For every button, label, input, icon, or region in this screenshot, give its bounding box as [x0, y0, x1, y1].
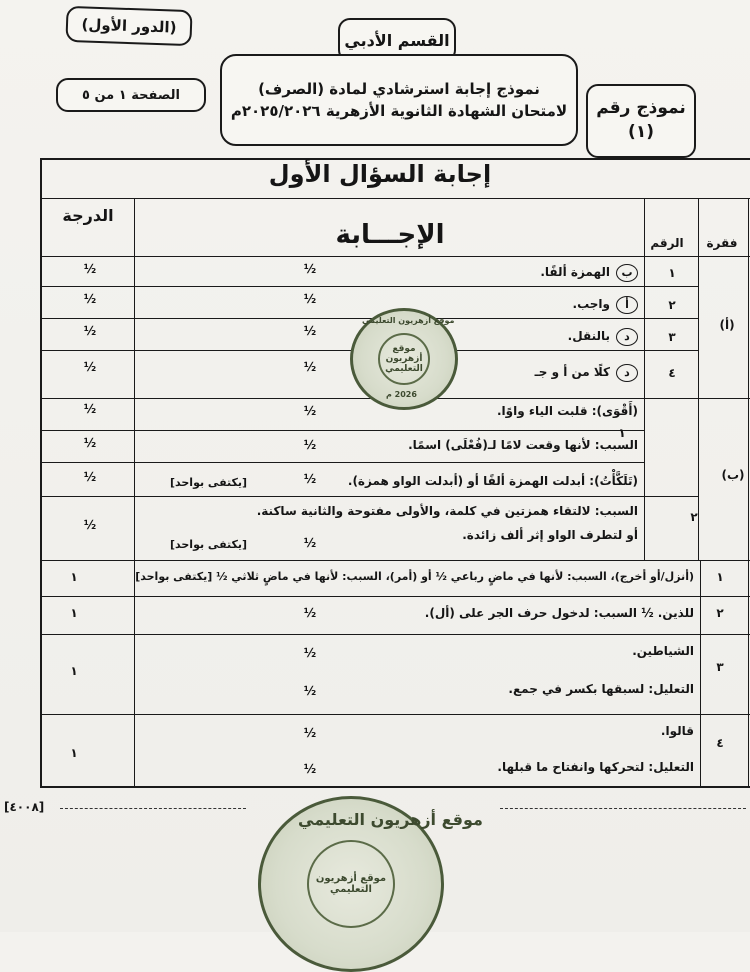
part-column-header: فقرة [706, 236, 738, 250]
section-label: القسم الأدبي [344, 30, 450, 50]
grade-c3: ١ [70, 664, 78, 678]
answer-a4: دكلًا من أ و جـ [535, 364, 638, 382]
mark-b4: ½ [303, 536, 317, 550]
page-number-box [56, 78, 206, 112]
answer-c1: (أنزل/أو أخرج)، السبب: لأنها في ماضٍ رباعي ½ أو (أمر)، السبب: لأنها في ماضٍ ثلاثي ½ [يكتفى بواحد] [135, 570, 694, 583]
note-one-suffices: [يكتفى بواحد] [170, 476, 248, 489]
model-number: (١) [628, 122, 654, 142]
grade-a4: ½ [83, 360, 97, 374]
part-a-label: (أ) [719, 318, 735, 332]
mark-a4: ½ [303, 360, 317, 374]
grade-b3: ½ [83, 470, 97, 484]
answer-a1: بالهمزة ألفًا. [540, 264, 638, 282]
grade-b2: ½ [83, 436, 97, 450]
mark-b2: ½ [303, 438, 317, 452]
answer-a2: أواجب. [573, 296, 638, 314]
answer-c3-line2: التعليل: لسبقها بكسر في جمع. [508, 682, 694, 696]
number-a2: ٢ [668, 298, 676, 312]
exam-title-box [220, 54, 578, 146]
grade-column-header: الدرجة [62, 206, 114, 225]
mark-c2: ½ [303, 606, 317, 620]
answer-b2-line1: السبب: لالتقاء همزتين في كلمة، والأولى مفتوحة والثانية ساكنة. [256, 504, 638, 518]
answer-a3: دبالنقل. [568, 328, 638, 346]
grade-c4: ١ [70, 746, 78, 760]
grade-b1: ½ [83, 402, 97, 416]
grade-c1: ١ [70, 570, 78, 584]
mark-a1: ½ [303, 262, 317, 276]
number-a1: ١ [668, 266, 676, 280]
grade-a1: ½ [83, 262, 97, 276]
grade-a2: ½ [83, 292, 97, 306]
number-b2: ٢ [690, 510, 698, 524]
answer-column-header: الإجـــابة [335, 220, 445, 250]
stamp-ring-text: موقع أزهريون التعليمي [362, 316, 455, 325]
choice-circle: د [616, 328, 638, 346]
mark-c3b: ½ [303, 684, 317, 698]
mark-c3a: ½ [303, 646, 317, 660]
grade-c2: ١ [70, 606, 78, 620]
model-label: نموذج رقم [596, 98, 686, 119]
stamp-center-large: موقع أزهريون التعليمي [307, 840, 395, 928]
answer-c3-line1: الشياطين. [632, 644, 694, 658]
number-column-header: الرقم [650, 236, 684, 250]
number-b1: ١ [618, 426, 626, 440]
number-c2: ٢ [716, 606, 724, 620]
exam-round-box [65, 6, 192, 46]
answer-c2: للذين. ½ السبب: لدخول حرف الجر على (أل). [424, 606, 694, 620]
number-c3: ٣ [716, 660, 724, 674]
mark-a2: ½ [303, 292, 317, 306]
answer-c4-line2: التعليل: لتحركها وانفتاح ما قبلها. [497, 760, 694, 774]
answer-b1-line2: السبب: لأنها وقعت لامًا لـ(فُعْلَى) اسمًا. [408, 438, 638, 452]
answer-b1-line1: (أَقْوَى): قلبت الياء واوًا. [496, 404, 638, 418]
mark-c4a: ½ [303, 726, 317, 740]
stamp-year: 2026 م [386, 390, 417, 399]
mark-b3: ½ [303, 472, 317, 486]
mark-a3: ½ [303, 324, 317, 338]
number-c1: ١ [716, 570, 724, 584]
answer-b1-line3: (تَلَكَّأْتُ): أبدلت الهمزة ألفًا أو (أبدلت الواو همزة). [347, 474, 638, 488]
number-c4: ٤ [716, 736, 724, 750]
choice-circle: أ [616, 296, 638, 314]
exam-title-line2: لامتحان الشهادة الثانوية الأزهرية ٢٠٢٥/٢٠٢٦م [230, 102, 568, 120]
part-b-label: (ب) [721, 468, 745, 482]
exam-round: (الدور الأول) [81, 15, 177, 37]
answer-b2-line2: أو لتطرف الواو إثر ألف زائدة. [462, 528, 638, 542]
stamp-center: موقع أزهريون التعليمي [378, 333, 430, 385]
model-number-box [586, 84, 696, 158]
choice-circle: ب [616, 264, 638, 282]
exam-title-line1: نموذج إجابة استرشادي لمادة (الصرف) [258, 79, 540, 98]
grade-b4: ½ [83, 518, 97, 532]
choice-circle: د [616, 364, 638, 382]
mark-c4b: ½ [303, 762, 317, 776]
number-a4: ٤ [668, 366, 676, 380]
mark-b1: ½ [303, 404, 317, 418]
grade-a3: ½ [83, 324, 97, 338]
answer-c4-line1: قالوا. [660, 724, 694, 738]
footer-code: [٤٠٠٨] [4, 800, 45, 814]
page-number: الصفحة ١ من ٥ [82, 87, 180, 103]
note-one-suffices: [يكتفى بواحد] [170, 538, 248, 551]
stamp-ring-text-large: موقع أزهريون التعليمي [298, 810, 483, 829]
question-title: إجابة السؤال الأول [268, 160, 492, 188]
number-a3: ٣ [668, 330, 676, 344]
